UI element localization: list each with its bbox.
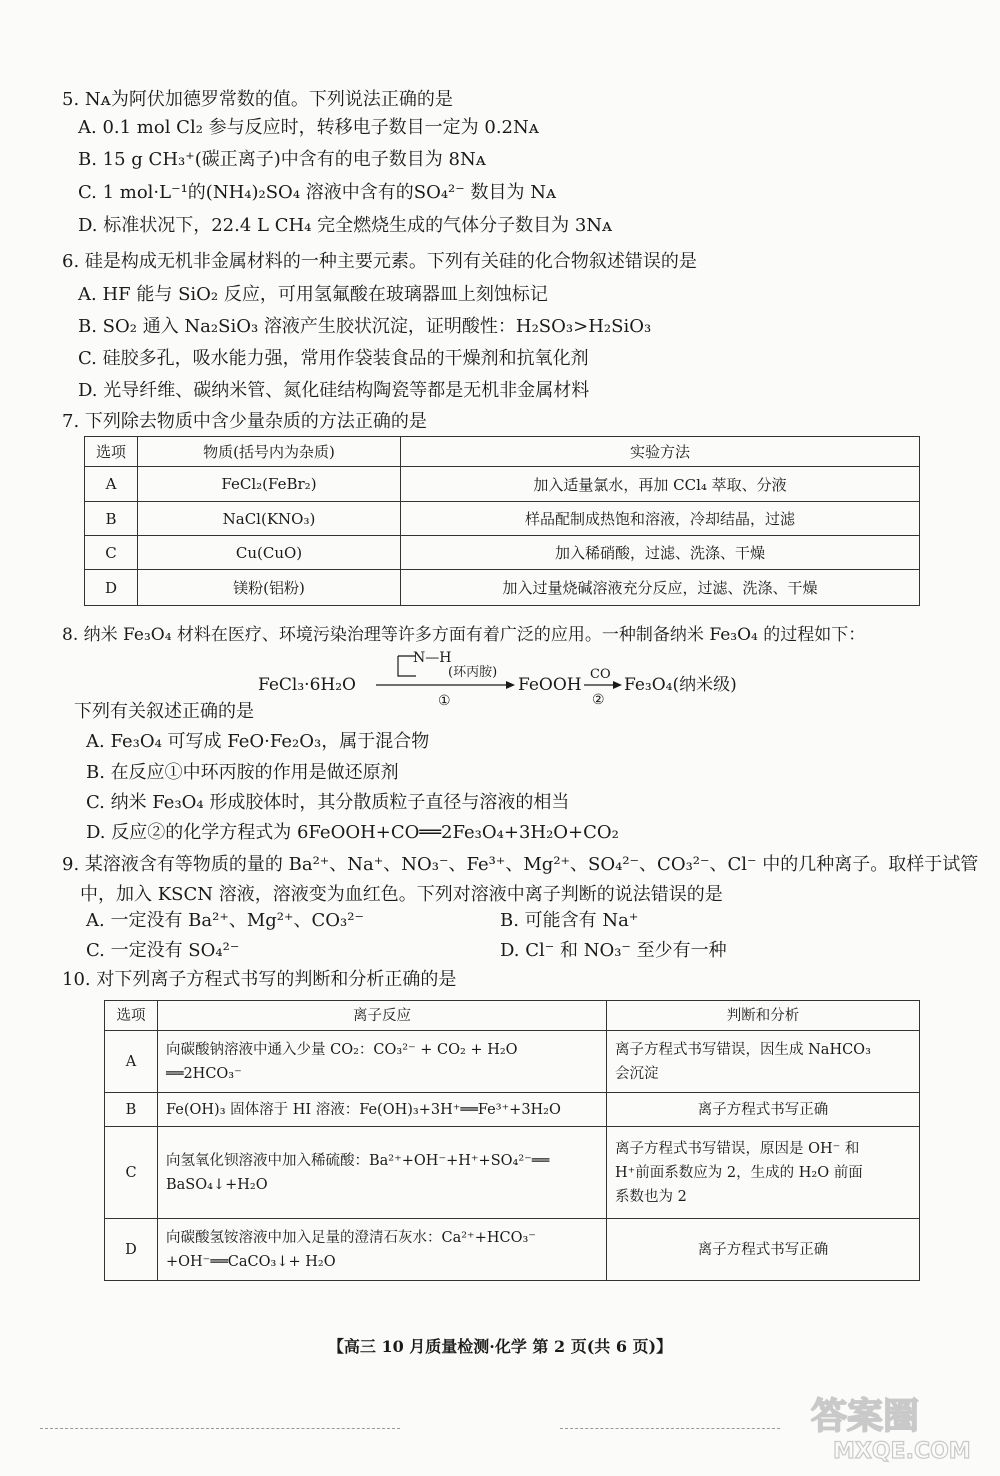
scan-dashed-line	[560, 1428, 780, 1429]
q9-option-c: C. 一定没有 SO₄²⁻	[86, 940, 240, 961]
scan-dashed-line	[40, 1428, 400, 1429]
q6-option-b: B. SO₂ 通入 Na₂SiO₃ 溶液产生胶状沉淀，证明酸性：H₂SO₃>H₂SiO₃	[78, 316, 652, 337]
q6-option-a: A. HF 能与 SiO₂ 反应，可用氢氟酸在玻璃器皿上刻蚀标记	[78, 284, 548, 305]
scheme-reagent-2: CO	[590, 667, 611, 682]
q8-option-d: D. 反应②的化学方程式为 6FeOOH+CO══2Fe₃O₄+3H₂O+CO₂	[86, 822, 619, 843]
reaction-line: Fe(OH)₃ 固体溶于 HI 溶液：Fe(OH)₃+3H⁺══Fe³⁺+3H₂O	[166, 1101, 561, 1118]
q9-option-b: B. 可能含有 Na⁺	[500, 910, 639, 931]
analysis-line: 离子方程式书写错误，因生成 NaHCO₃	[615, 1041, 871, 1058]
reaction-line: 向碳酸钠溶液中通入少量 CO₂：CO₃²⁻ + CO₂ + H₂O	[166, 1041, 518, 1058]
table-cell	[607, 1031, 920, 1093]
scheme-amine: N—H	[413, 650, 452, 666]
table-cell	[607, 1219, 920, 1281]
table-cell: 镁粉(铝粉)	[138, 570, 401, 606]
table-row	[105, 1093, 920, 1127]
table-cell: D	[85, 570, 138, 606]
table-cell: B	[85, 502, 138, 536]
reaction-line: BaSO₄↓+H₂O	[166, 1176, 268, 1193]
q6-option-d: D. 光导纤维、碳纳米管、氮化硅结构陶瓷等都是无机非金属材料	[78, 380, 590, 401]
q6-option-c: C. 硅胶多孔，吸水能力强，常用作袋装食品的干燥剂和抗氧化剂	[78, 348, 589, 369]
q9-option-a: A. 一定没有 Ba²⁺、Mg²⁺、CO₃²⁻	[86, 910, 364, 931]
table-row	[85, 536, 920, 570]
table-cell: D	[105, 1219, 158, 1281]
table-row	[105, 1127, 920, 1219]
table-row	[85, 570, 920, 606]
q8-option-b: B. 在反应①中环丙胺的作用是做还原剂	[86, 762, 399, 783]
table-cell: C	[85, 536, 138, 570]
table-cell: A	[105, 1031, 158, 1093]
analysis-line: 离子方程式书写错误，原因是 OH⁻ 和	[615, 1140, 860, 1157]
table-row	[105, 1031, 920, 1093]
table-cell	[158, 1127, 607, 1219]
q8-stem: 8. 纳米 Fe₃O₄ 材料在医疗、环境污染治理等许多方面有着广泛的应用。一种制备纳米 Fe₃O₄ 的过程如下：	[62, 625, 866, 645]
table-row	[105, 1219, 920, 1281]
table-cell: 加入过量烧碱溶液充分反应，过滤、洗涤、干燥	[401, 570, 920, 606]
q6-stem: 6. 硅是构成无机非金属材料的一种主要元素。下列有关硅的化合物叙述错误的是	[62, 251, 697, 272]
scheme-start: FeCl₃·6H₂O	[258, 675, 356, 695]
q9-stem-line-2: 中，加入 KSCN 溶液，溶液变为血红色。下列对溶液中离子判断的说法错误的是	[80, 884, 723, 905]
table-cell: Cu(CuO)	[138, 536, 401, 570]
table-header-cell: 物质(括号内为杂质)	[138, 437, 401, 467]
scheme-intermediate: FeOOH	[518, 675, 582, 695]
reaction-line: +OH⁻══CaCO₃↓+ H₂O	[166, 1253, 336, 1270]
table-row	[85, 467, 920, 502]
table-cell	[607, 1127, 920, 1219]
reaction-scheme	[258, 648, 798, 710]
table-cell: C	[105, 1127, 158, 1219]
table-cell	[158, 1093, 607, 1127]
q7-table	[84, 436, 920, 606]
q10-table	[104, 1000, 920, 1281]
watermark-url: MXQE.COM	[833, 1439, 971, 1463]
table-header-row	[85, 437, 920, 467]
q5-stem: 5. Nᴀ为阿伏加德罗常数的值。下列说法正确的是	[62, 89, 453, 110]
table-cell: 加入稀硝酸，过滤、洗涤、干燥	[401, 536, 920, 570]
table-row	[85, 502, 920, 536]
analysis-line: 系数也为 2	[615, 1188, 687, 1205]
table-cell	[158, 1219, 607, 1281]
q8-option-a: A. Fe₃O₄ 可写成 FeO·Fe₂O₃，属于混合物	[86, 731, 430, 752]
q10-stem: 10. 对下列离子方程式书写的判断和分析正确的是	[62, 969, 457, 990]
q7-stem: 7. 下列除去物质中含少量杂质的方法正确的是	[62, 411, 427, 432]
analysis-line: 会沉淀	[615, 1065, 659, 1082]
table-cell: 加入适量氯水，再加 CCl₄ 萃取、分液	[401, 467, 920, 502]
table-header-cell: 选项	[105, 1001, 158, 1031]
arrow-2-head	[613, 681, 622, 689]
q5-option-d: D. 标准状况下，22.4 L CH₄ 完全燃烧生成的气体分子数目为 3Nᴀ	[78, 215, 613, 236]
table-cell: A	[85, 467, 138, 502]
reaction-line: 向碳酸氢铵溶液中加入足量的澄清石灰水：Ca²⁺+HCO₃⁻	[166, 1229, 536, 1246]
table-cell: FeCl₂(FeBr₂)	[138, 467, 401, 502]
table-cell: 样品配制成热饱和溶液，冷却结晶，过滤	[401, 502, 920, 536]
table-header-cell: 选项	[85, 437, 138, 467]
reaction-line: 向氢氧化钡溶液中加入稀硫酸：Ba²⁺+OH⁻+H⁺+SO₄²⁻══	[166, 1152, 550, 1169]
watermark-text: 答案圈	[811, 1396, 920, 1437]
table-cell: B	[105, 1093, 158, 1127]
table-cell	[158, 1031, 607, 1093]
page-footer: 【高三 10 月质量检测·化学 第 2 页(共 6 页)】	[327, 1337, 673, 1356]
q9-stem-line-1: 9. 某溶液含有等物质的量的 Ba²⁺、Na⁺、NO₃⁻、Fe³⁺、Mg²⁺、SO₄²⁻、CO₃²⁻、Cl⁻ 中的几种离子。取样于试管	[62, 854, 979, 875]
scheme-step-1: ①	[438, 693, 451, 709]
analysis-line: 离子方程式书写正确	[697, 1241, 829, 1258]
scheme-amine-name: (环丙胺)	[448, 665, 498, 680]
table-cell	[607, 1093, 920, 1127]
watermark-logo	[803, 1388, 978, 1463]
table-header-cell: 判断和分析	[607, 1001, 920, 1031]
q5-option-b: B. 15 g CH₃⁺(碳正离子)中含有的电子数目为 8Nᴀ	[78, 149, 486, 170]
scheme-product: Fe₃O₄(纳米级)	[624, 675, 737, 695]
scheme-step-2: ②	[592, 692, 605, 708]
q8-option-c: C. 纳米 Fe₃O₄ 形成胶体时，其分散质粒子直径与溶液的相当	[86, 792, 570, 813]
table-header-row	[105, 1001, 920, 1031]
table-header-cell: 离子反应	[158, 1001, 607, 1031]
analysis-line: 离子方程式书写正确	[697, 1101, 829, 1118]
reaction-line: ══2HCO₃⁻	[166, 1065, 242, 1082]
table-header-cell: 实验方法	[401, 437, 920, 467]
table-cell: NaCl(KNO₃)	[138, 502, 401, 536]
q5-option-c: C. 1 mol·L⁻¹的(NH₄)₂SO₄ 溶液中含有的SO₄²⁻ 数目为 Nᴀ	[78, 182, 557, 203]
q5-option-a: A. 0.1 mol Cl₂ 参与反应时，转移电子数目一定为 0.2Nᴀ	[78, 117, 539, 138]
q8-lead: 下列有关叙述正确的是	[74, 701, 254, 722]
arrow-1-head	[506, 681, 515, 689]
analysis-line: H⁺前面系数应为 2，生成的 H₂O 前面	[615, 1164, 863, 1181]
q9-option-d: D. Cl⁻ 和 NO₃⁻ 至少有一种	[500, 940, 727, 961]
